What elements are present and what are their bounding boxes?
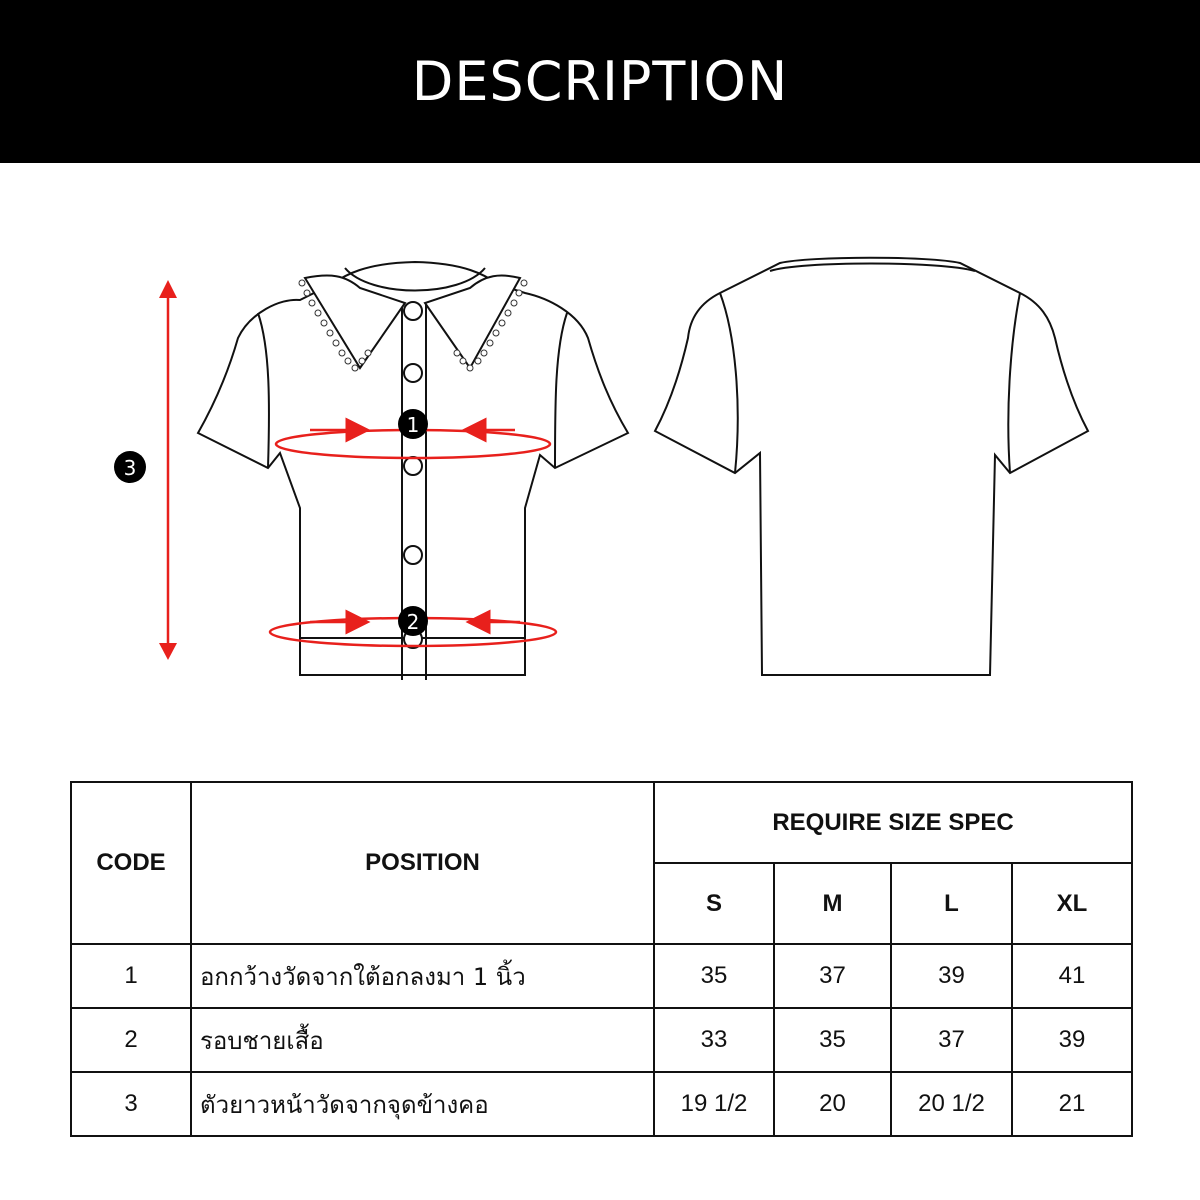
row-code: 1 — [71, 944, 191, 1008]
row-code: 3 — [71, 1072, 191, 1136]
marker-2-label: 2 — [406, 610, 420, 634]
size-header-xl: XL — [1012, 863, 1132, 944]
table-header-row — [71, 782, 1132, 863]
code-header: CODE — [71, 782, 191, 944]
marker-1 — [398, 409, 428, 439]
row-value-xl: 41 — [1012, 944, 1132, 1008]
row-value-xl: 21 — [1012, 1072, 1132, 1136]
row-position: อกกว้างวัดจากใต้อกลงมา 1 นิ้ว — [191, 944, 654, 1008]
shirt-back-drawing — [655, 258, 1088, 675]
size-header-l: L — [891, 863, 1012, 944]
row-value-xl: 39 — [1012, 1008, 1132, 1072]
size-spec-table — [70, 781, 1133, 1137]
table-row — [71, 1072, 1132, 1136]
size-header-m: M — [774, 863, 891, 944]
position-header: POSITION — [191, 782, 654, 944]
marker-3-label: 3 — [123, 456, 137, 480]
marker-3 — [114, 451, 146, 483]
row-position: รอบชายเสื้อ — [191, 1008, 654, 1072]
row-value-l: 20 1/2 — [891, 1072, 1012, 1136]
row-value-l: 37 — [891, 1008, 1012, 1072]
row-value-s: 33 — [654, 1008, 774, 1072]
row-value-l: 39 — [891, 944, 1012, 1008]
row-value-m: 37 — [774, 944, 891, 1008]
page-header — [0, 0, 1200, 163]
row-value-m: 35 — [774, 1008, 891, 1072]
marker-2 — [398, 606, 428, 636]
table-row — [71, 944, 1132, 1008]
spec-header: REQUIRE SIZE SPEC — [654, 782, 1132, 863]
row-value-s: 35 — [654, 944, 774, 1008]
table-row — [71, 1008, 1132, 1072]
row-value-s: 19 1/2 — [654, 1072, 774, 1136]
garment-diagram — [0, 163, 1200, 763]
row-value-m: 20 — [774, 1072, 891, 1136]
row-position: ตัวยาวหน้าวัดจากจุดข้างคอ — [191, 1072, 654, 1136]
size-header-s: S — [654, 863, 774, 944]
page-title: DESCRIPTION — [411, 50, 789, 113]
row-code: 2 — [71, 1008, 191, 1072]
marker-1-label: 1 — [406, 413, 420, 437]
